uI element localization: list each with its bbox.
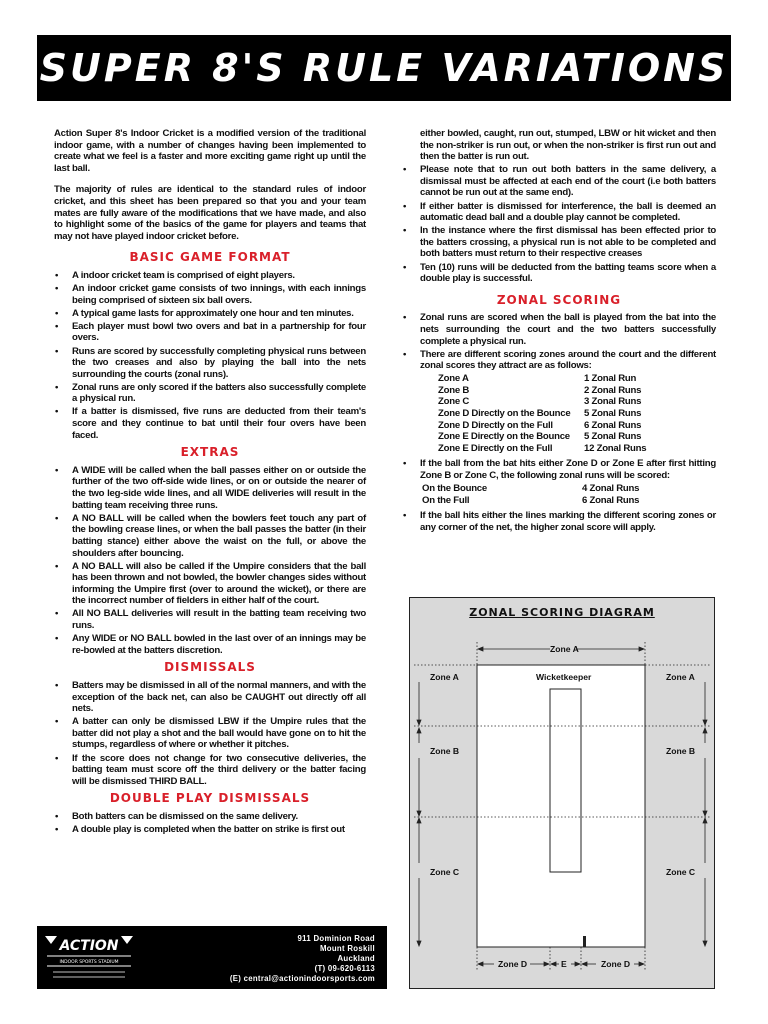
zone-runs: 2 Zonal Runs [584,384,642,396]
title-banner [37,35,731,101]
list-item: • If the score does not change for two consecutive deliveries, the batting team must score off the third delivery or the batter facing will be dismissed THIRD BALL. [54,753,366,788]
left-column [54,128,366,837]
list-item: • A typical game lasts for approximately one hour and ten minutes. [54,308,366,320]
pitch [550,689,581,872]
zone-d-left-label: Zone D [498,959,528,969]
zone-d-right-label: Zone D [601,959,631,969]
phone-line: (T) 09-620-6113 [314,964,375,973]
zone-name: Zone E Directly on the Bounce [438,431,570,443]
intro-paragraph: Action Super 8's Indoor Cricket is a modified version of the traditional indoor game, with a number of changes having been implemented to create what we feel is a faster and more exciting game right up until the last ball. [54,128,366,174]
zonal-scoring-heading: ZONAL SCORING [496,292,622,307]
action-logo [43,932,135,982]
zone-a-right-label: Zone A [666,672,695,682]
basic-format-list [54,270,366,441]
footer-bar [37,926,387,989]
zone-runs: 5 Zonal Runs [584,431,642,443]
list-item: • Zonal runs are only scored if the batters also successfully complete a physical run. [54,382,366,405]
extras-heading: EXTRAS [180,445,240,460]
list-item: • A indoor cricket team is comprised of eight players. [54,270,366,282]
diagram-title: ZONAL SCORING DIAGRAM [469,606,655,619]
list-item: • If either batter is dismissed for interference, the ball is deemed an automatic dead ball and a double play cannot be completed. [402,201,716,224]
zone-c-right-label: Zone C [666,867,696,877]
basic-format-heading: BASIC GAME FORMAT [129,250,291,265]
list-item: • An indoor cricket game consists of two innings, with each innings being comprised of sixteen six ball overs. [54,283,366,306]
double-play-list [54,811,366,836]
zone-e-label: E [561,959,567,969]
zonal-scoring-list-3 [402,510,716,533]
zone-runs: 1 Zonal Run [584,373,637,385]
list-item: • Please note that to run out both batters in the same delivery, a dismissal must be affected at each end of the court (i.e both batters cannot be run out at the same end). [402,164,716,199]
contact-address [230,934,375,984]
address-line: Auckland [337,954,375,963]
double-play-heading: DOUBLE PLAY DISMISSALS [109,791,311,806]
list-item: • Any WIDE or NO BALL bowled in the last over of an innings may be re-bowled at the batters discretion. [54,633,366,656]
court-drawing [410,598,714,988]
list-item: • Runs are scored by successfully completing physical runs between the two creases and also by playing the ball into the nets surrounding the courts (zonal runs). [54,346,366,381]
list-item: • If the ball from the bat hits either Zone D or Zone E after first hitting Zone B or Zone C, the following zonal runs will be scored: [402,458,716,481]
stumps [583,936,586,947]
list-item: • A NO BALL will be called when the bowlers feet touch any part of the bowling crease lines, or when the ball passes the batter (in their batting stance) either above the waist on the full, or above the shoulders after bouncing. [54,513,366,559]
zone-runs: 6 Zonal Runs [584,419,642,431]
zone-c-left-label: Zone C [430,867,460,877]
list-item: • A batter can only be dismissed LBW if the Umpire rules that the batter did not play a shot and the ball would have gone on to hit the stumps, regardless of where or whether it pitches. [54,716,366,751]
zone-name: Zone D Directly on the Full [438,419,553,431]
logo-subtext: INDOOR SPORTS STADIUM [59,960,119,965]
list-item: • A double play is completed when the batter on strike is first out [54,824,366,836]
list-item: • If a batter is dismissed, five runs are deducted from their team's score and they continue to bat until their four overs have been faced. [54,406,366,441]
dismissals-heading: DISMISSALS [164,660,256,675]
email-line: (E) central@actionindoorsports.com [229,974,375,983]
zone-runs: 3 Zonal Runs [584,396,642,408]
intro-paragraph: The majority of rules are identical to the standard rules of indoor cricket, and this sheet has been prepared so that you and your team mates are fully aware of the modifications that we have made, and also to highlight some of the basics of the game for players and teams that may not have played indoor cricket before. [54,184,366,242]
address-line: 911 Dominion Road [297,934,375,943]
combo-runs: 6 Zonal Runs [582,494,640,506]
list-item: • Each player must bowl two overs and bat in a partnership for four overs. [54,321,366,344]
combo-runs: 4 Zonal Runs [582,483,640,495]
zonal-scoring-list [402,312,716,371]
zone-runs: 12 Zonal Runs [584,442,647,454]
combo-name: On the Bounce [422,483,487,495]
list-item: • In the instance where the first dismissal has been effected prior to the batters crossing, a physical run is not able to be completed and both batters must return to their respective creases [402,225,716,260]
combo-scores-table [402,483,716,506]
list-item: • A NO BALL will also be called if the Umpire considers that the ball has been thrown and not bowled, the bowler changes sides without informing the Umpire first (over to around the wicket), or there are the incorrect number of fielders in either half of the court. [54,561,366,607]
list-item: • All NO BALL deliveries will result in the batting team receiving two runs. [54,608,366,631]
right-column [402,128,716,535]
zone-runs: 5 Zonal Runs [584,408,642,420]
zone-name: Zone E Directly on the Full [438,442,553,454]
page-title: SUPER 8'S RULE VARIATIONS [39,46,729,90]
zone-a-top-label: Zone A [550,644,579,654]
zone-a-left-label: Zone A [430,672,459,682]
logo-text: ACTION [59,938,119,954]
address-line: Mount Roskill [319,944,375,953]
list-item-continued: either bowled, caught, run out, stumped, LBW or hit wicket and then the non-striker is run out, or when the non-striker is first run out and then the batter is run out. [420,128,716,163]
zone-name: Zone B [438,384,470,396]
zone-name: Zone C [438,396,470,408]
combo-name: On the Full [422,494,470,506]
dismissals-list [54,680,366,787]
list-item: • Ten (10) runs will be deducted from the batting teams score when a double play is successful. [402,262,716,285]
list-item: • Batters may be dismissed in all of the normal manners, and with the exception of the back net, can also be CAUGHT out directly off all nets. [54,680,366,715]
zone-b-left-label: Zone B [430,746,460,756]
list-item: • If the ball hits either the lines marking the different scoring zones or any corner of the net, the higher zonal score will apply. [402,510,716,533]
list-item: • A WIDE will be called when the ball passes either on or outside the further of the two off-side wide lines, or on or outside the nearer of the two leg-side wide lines, and all WIDE deliveries will result in the batting team receiving three runs. [54,465,366,511]
list-item: • Both batters can be dismissed on the same delivery. [54,811,366,823]
zonal-scoring-list-2 [402,458,716,481]
zone-b-right-label: Zone B [666,746,696,756]
zone-scores-table [402,373,716,454]
list-item: • Zonal runs are scored when the ball is played from the bat into the nets surrounding the court and the two batters successfully complete a physical run. [402,312,716,347]
wicketkeeper-label: Wicketkeeper [536,672,592,682]
zonal-scoring-diagram [409,597,715,989]
zone-name: Zone D Directly on the Bounce [438,408,571,420]
list-item: • There are different scoring zones around the court and the different zonal scores they attract are as follows: [402,349,716,372]
zone-name: Zone A [438,373,469,385]
extras-list [54,465,366,657]
double-play-list-continued [402,128,716,285]
